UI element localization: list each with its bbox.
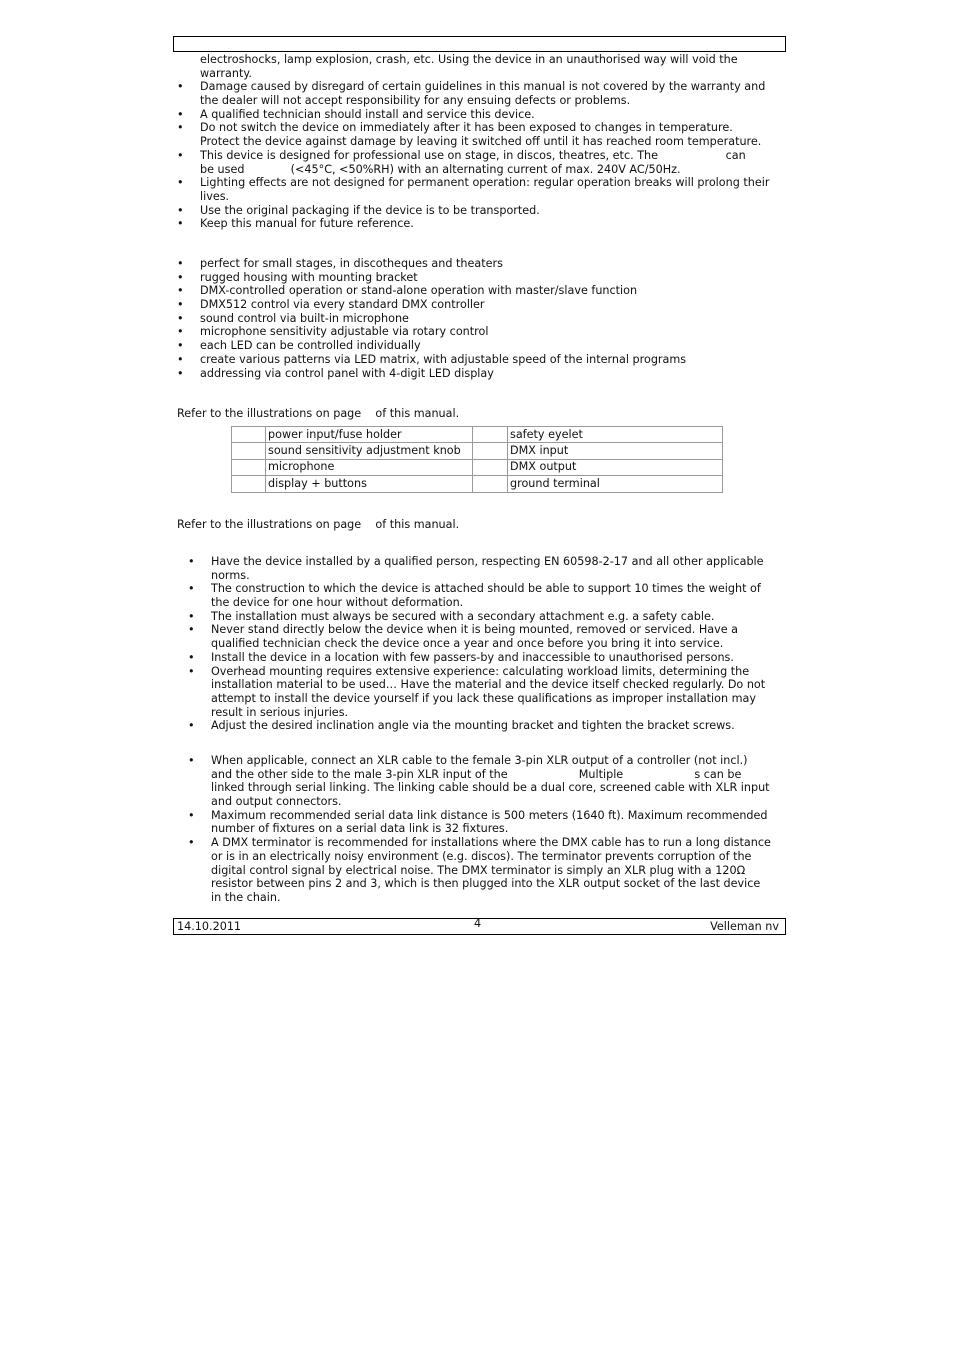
list-item: [173, 610, 788, 624]
list-item: [173, 257, 788, 271]
list-item: [173, 325, 788, 339]
table-cell-label: safety eyelet: [508, 427, 723, 443]
table-cell-label: power input/fuse holder: [266, 427, 473, 443]
list-item-line: qualified technician check the device once a year and once before you bring it into service.: [211, 637, 724, 651]
table-cell-number: [232, 459, 266, 475]
bullet-icon: •: [177, 80, 184, 94]
list-item-line: Keep this manual for future reference.: [200, 217, 414, 231]
list-item: [173, 665, 788, 720]
list-item: [173, 623, 788, 650]
table-cell-number: [473, 443, 508, 459]
list-item: [173, 555, 788, 582]
list-item: [173, 339, 788, 353]
bullet-icon: •: [177, 148, 184, 162]
bullet-icon: •: [188, 623, 195, 637]
bullet-icon: •: [177, 366, 184, 380]
list-item: [173, 284, 788, 298]
list-item-line: create various patterns via LED matrix, with adjustable speed of the internal programs: [200, 352, 687, 366]
list-item: [173, 298, 788, 312]
list-item-line: microphone sensitivity adjustable via rotary control: [200, 325, 489, 339]
list-item-line: A qualified technician should install and service this device.: [200, 107, 535, 121]
bullet-icon: •: [177, 107, 184, 121]
list-item: [173, 836, 788, 904]
list-item-line: The installation must always be secured with a secondary attachment e.g. a safety cable.: [211, 609, 715, 623]
bullet-icon: •: [188, 808, 195, 822]
list-item: [173, 121, 788, 148]
header-box: [173, 36, 786, 52]
bullet-icon: •: [177, 270, 184, 284]
list-item: [173, 53, 788, 80]
list-item-line: resistor between pins 2 and 3, which is then plugged into the XLR output socket of the last device: [211, 877, 761, 891]
table-row: [232, 476, 723, 492]
list-item-line: attempt to install the device yourself if you lack these qualifications as improper installation may: [211, 691, 756, 705]
list-item: [173, 80, 788, 107]
list-item-line: Damage caused by disregard of certain guidelines in this manual is not covered by the warranty and: [200, 80, 766, 94]
list-item-line: A DMX terminator is recommended for installations where the DMX cable has to run a long distance: [211, 836, 771, 850]
features-list: [173, 257, 788, 380]
table-cell-number: [232, 427, 266, 443]
table-cell-label: display + buttons: [266, 476, 473, 492]
table-row: [232, 443, 723, 459]
list-item-line: Install the device in a location with few passers-by and inaccessible to unauthorised persons.: [211, 650, 734, 664]
list-item-line: Protect the device against damage by leaving it switched off until it has reached room temperature.: [200, 135, 762, 149]
list-item-line: rugged housing with mounting bracket: [200, 270, 418, 284]
bullet-icon: •: [177, 284, 184, 298]
list-item-line: Lighting effects are not designed for permanent operation: regular operation breaks will prolong their: [200, 176, 770, 190]
footer-company: Velleman nv: [710, 920, 779, 933]
table-row: [232, 459, 723, 475]
list-item: [173, 809, 788, 836]
table-cell-label: DMX output: [508, 459, 723, 475]
list-item-line: result in serious injuries.: [211, 705, 349, 719]
bullet-icon: •: [177, 176, 184, 190]
list-item-line: the device for one hour without deformation.: [211, 596, 464, 610]
table-cell-number: [232, 443, 266, 459]
list-item-line: each LED can be controlled individually: [200, 339, 421, 353]
table-cell-label: sound sensitivity adjustment knob: [266, 443, 473, 459]
list-item-line: installation material to be used… Have the material and the device itself checked regularly. Do not: [211, 678, 766, 692]
list-item: [173, 719, 788, 733]
table-cell-label: ground terminal: [508, 476, 723, 492]
list-item: [173, 312, 788, 326]
list-item-line: Use the original packaging if the device is to be transported.: [200, 203, 540, 217]
list-item-line: Do not switch the device on immediately after it has been exposed to changes in temperature.: [200, 121, 733, 135]
list-item-line: linked through serial linking. The linking cable should be a dual core, screened cable with XLR input: [211, 781, 770, 795]
parts-table: [231, 426, 723, 493]
list-item-line: and output connectors.: [211, 795, 342, 809]
installation-refer-text: [177, 518, 792, 532]
refer-line: Refer to the illustrations on page of this manual.: [177, 518, 460, 531]
bullet-icon: •: [177, 352, 184, 366]
table-cell-label: microphone: [266, 459, 473, 475]
list-item-line: The construction to which the device is attached should be able to support 10 times the weight of: [211, 582, 761, 596]
list-item-line: Have the device installed by a qualified person, respecting EN 60598-2-17 and all other applicable: [211, 555, 764, 568]
bullet-icon: •: [177, 217, 184, 231]
bullet-icon: •: [188, 555, 195, 568]
bullet-icon: •: [188, 719, 195, 733]
list-item-line: lives.: [200, 189, 230, 203]
list-item: [173, 271, 788, 285]
table-cell-number: [473, 427, 508, 443]
list-item: [173, 149, 788, 176]
footer: [173, 918, 786, 935]
mounting-list: [173, 555, 788, 733]
table-cell-number: [232, 476, 266, 492]
list-item-line: DMX-controlled operation or stand-alone operation with master/slave function: [200, 284, 638, 298]
list-item-line: or is in an electrically noisy environment (e.g. discos). The terminator prevents corruption of the: [211, 849, 752, 863]
bullet-icon: •: [188, 754, 195, 767]
bullet-icon: •: [177, 203, 184, 217]
list-item-line: When applicable, connect an XLR cable to the female 3-pin XLR output of a controller (not incl.): [211, 754, 748, 767]
list-item: [173, 217, 788, 231]
list-item-line: Never stand directly below the device when it is being mounted, removed or serviced. Have a: [211, 623, 739, 637]
list-item-line: perfect for small stages, in discotheques and theaters: [200, 257, 503, 270]
list-item-line: sound control via built-in microphone: [200, 311, 409, 325]
list-item: [173, 176, 788, 203]
list-item-line: norms.: [211, 568, 250, 582]
bullet-icon: •: [177, 121, 184, 135]
list-item-line: Adjust the desired inclination angle via the mounting bracket and tighten the bracket screws.: [211, 719, 735, 733]
bullet-icon: •: [177, 325, 184, 339]
list-item-line: Maximum recommended serial data link distance is 500 meters (1640 ft). Maximum recommended: [211, 808, 768, 822]
bullet-icon: •: [188, 582, 195, 596]
list-item-line: electroshocks, lamp explosion, crash, etc. Using the device in an unauthorised way will void the: [200, 53, 738, 66]
list-item-line: Overhead mounting requires extensive experience: calculating workload limits, determining the: [211, 664, 750, 678]
table-cell-number: [473, 476, 508, 492]
table-cell-label: DMX input: [508, 443, 723, 459]
list-item-line: warranty.: [200, 66, 252, 80]
bullet-icon: •: [188, 609, 195, 623]
bullet-icon: •: [177, 339, 184, 353]
list-item-line: be used (<45°C, <50%RH) with an alternating current of max. 240V AC/50Hz.: [200, 162, 681, 176]
footer-date: 14.10.2011: [177, 920, 242, 933]
list-item: [173, 353, 788, 367]
bullet-icon: •: [188, 836, 195, 850]
list-item-line: digital control signal by electrical noise. The DMX terminator is simply an XLR plug with a 120Ω: [211, 863, 746, 877]
bullet-icon: •: [188, 664, 195, 678]
overview-refer-text: [177, 407, 792, 421]
list-item-line: addressing via control panel with 4-digit LED display: [200, 366, 494, 380]
list-item-line: and the other side to the male 3-pin XLR input of the Multiple s can be: [211, 767, 742, 781]
list-item: [173, 367, 788, 381]
bullet-icon: •: [188, 650, 195, 664]
refer-line: Refer to the illustrations on page of this manual.: [177, 407, 460, 420]
list-item-line: in the chain.: [211, 890, 281, 904]
list-item: [173, 108, 788, 122]
bullet-icon: •: [177, 311, 184, 325]
bullet-icon: •: [177, 257, 184, 270]
list-item-line: number of fixtures on a serial data link is 32 fixtures.: [211, 822, 509, 836]
list-item-line: the dealer will not accept responsibility for any ensuing defects or problems.: [200, 94, 631, 108]
table-row: [232, 427, 723, 443]
safety-list: [173, 53, 788, 231]
list-item-line: This device is designed for professional use on stage, in discos, theatres, etc. The can: [200, 148, 746, 162]
list-item: [173, 651, 788, 665]
list-item: [173, 582, 788, 609]
table-cell-number: [473, 459, 508, 475]
dmx-connection-list: [173, 754, 788, 905]
list-item: [173, 754, 788, 809]
bullet-icon: •: [177, 298, 184, 312]
list-item-line: DMX512 control via every standard DMX controller: [200, 298, 485, 312]
list-item: [173, 204, 788, 218]
page-number: 4: [474, 917, 482, 930]
